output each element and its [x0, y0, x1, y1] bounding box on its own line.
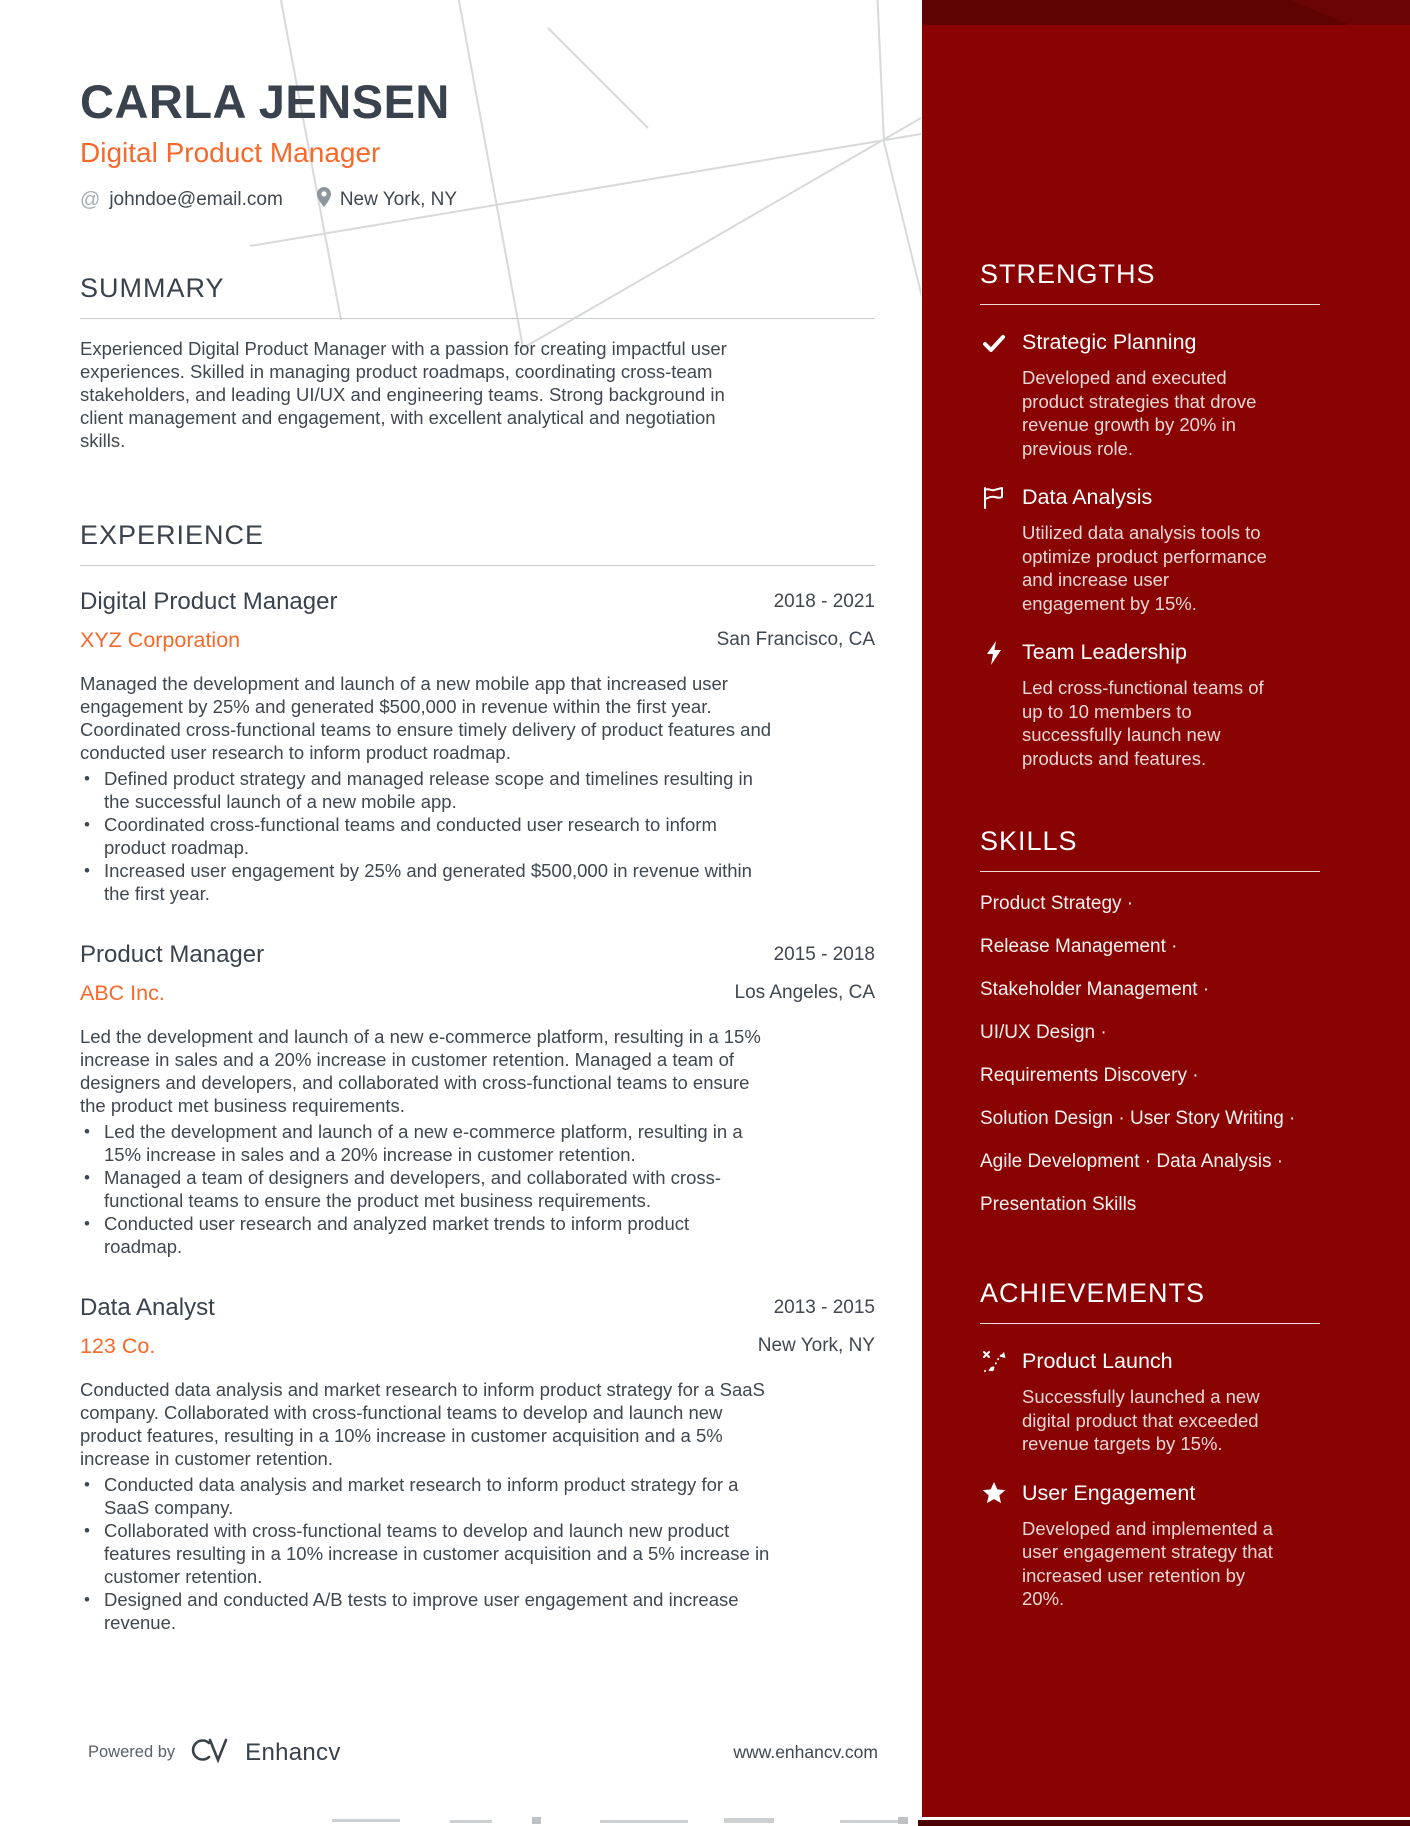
enhancv-wordmark: Enhancv: [245, 1738, 341, 1766]
strength-description: Developed and executed product strategies that drove revenue growth by 20% in previous role.: [1022, 367, 1257, 459]
job-location: Los Angeles, CA: [734, 982, 875, 1003]
achievement-title: User Engagement: [1022, 1480, 1196, 1505]
job-title: Data Analyst: [80, 1294, 215, 1321]
experience-section: [80, 520, 875, 1634]
location-pin-icon: [317, 187, 331, 213]
achievements-section: [980, 1278, 1320, 1611]
strength-item: [980, 329, 1320, 460]
job-bullet: • Coordinated cross-functional teams and conducted user research to inform product roadmap.: [80, 813, 772, 859]
job-dates: 2013 - 2015: [773, 1297, 875, 1318]
next-page-sidebar-strip: [918, 1820, 1410, 1826]
main-column: [80, 0, 875, 1670]
achievement-description: Developed and implemented a user engagement strategy that increased user retention by 20%.: [1022, 1517, 1273, 1609]
star-icon: [980, 1480, 1007, 1507]
job-bullet: • Conducted data analysis and market research to inform product strategy for a SaaS company.: [80, 1473, 772, 1519]
bolt-icon: [980, 639, 1007, 666]
skill-line: UI/UX Design ·: [980, 1022, 1107, 1043]
job-bullet-list: [80, 1120, 772, 1258]
contact-location: [317, 187, 457, 213]
strength-description: Utilized data analysis tools to optimize product performance and increase user engagement by 15%.: [1022, 522, 1267, 614]
job-company: XYZ Corporation: [80, 628, 241, 652]
skill-line: Stakeholder Management ·: [980, 979, 1210, 1000]
powered-by-label: Powered by: [88, 1743, 176, 1761]
job-dates: 2015 - 2018: [773, 944, 875, 965]
skill-line: Release Management ·: [980, 936, 1178, 957]
strengths-section: [980, 259, 1320, 770]
contact-email: [80, 189, 283, 212]
job-bullet: • Collaborated with cross-functional teams to develop and launch new product features resulting in a 10% increase in customer acquisition and a 5% increase in customer retention.: [80, 1519, 772, 1588]
job-bullet: • Led the development and launch of a new e-commerce platform, resulting in a 15% increase in sales and a 20% increase in customer retention.: [80, 1120, 772, 1166]
strength-item: [980, 639, 1320, 770]
summary-text: Experienced Digital Product Manager with a passion for creating impactful user experiences. Skilled in managing product roadmaps, coordinating cross-team stakeholders, and leading UI/UX and engineering teams. Strong background in client management and engagement, with excellent analytical and negotiation skills.: [80, 338, 727, 451]
contact-row: [80, 187, 875, 213]
achievement-title: Product Launch: [1022, 1349, 1173, 1373]
job-bullet: • Increased user engagement by 25% and generated $500,000 in revenue within the first year.: [80, 859, 772, 905]
strategy-icon: [980, 1348, 1007, 1375]
skills-heading: SKILLS: [980, 826, 1320, 872]
experience-entry: [80, 588, 875, 905]
email-at-icon: @: [80, 188, 101, 211]
job-company: ABC Inc.: [80, 981, 165, 1005]
job-bullet-list: [80, 1473, 772, 1634]
strength-title: Data Analysis: [1022, 485, 1153, 509]
check-icon: [980, 329, 1007, 356]
job-location: New York, NY: [757, 1335, 875, 1356]
summary-heading: SUMMARY: [80, 273, 875, 319]
summary-section: [80, 273, 875, 452]
job-bullet: • Designed and conducted A/B tests to improve user engagement and increase revenue.: [80, 1588, 772, 1634]
flag-icon: [980, 484, 1007, 511]
job-location: San Francisco, CA: [716, 629, 875, 650]
skill-line: Solution Design · User Story Writing ·: [980, 1108, 1296, 1129]
next-page-cutoff-marks: [300, 1817, 920, 1826]
job-bullet: • Defined product strategy and managed release scope and timelines resulting in the successful launch of a new mobile app.: [80, 767, 772, 813]
strength-title: Strategic Planning: [1022, 330, 1197, 354]
email-text[interactable]: johndoe@email.com: [109, 189, 283, 210]
strength-title: Team Leadership: [1022, 640, 1187, 664]
achievement-item: [980, 1480, 1320, 1611]
experience-entry: [80, 1294, 875, 1634]
skills-list: [980, 893, 1320, 1216]
job-company: 123 Co.: [80, 1334, 156, 1358]
skill-line: Presentation Skills: [980, 1194, 1137, 1215]
skill-line: Product Strategy ·: [980, 893, 1134, 914]
job-title: Digital Product Manager: [80, 588, 338, 615]
person-job-title: Digital Product Manager: [80, 137, 381, 168]
job-title: Product Manager: [80, 941, 265, 968]
skill-line: Requirements Discovery ·: [980, 1065, 1199, 1086]
sidebar: [922, 0, 1410, 1817]
job-dates: 2018 - 2021: [773, 591, 875, 612]
skill-line: Agile Development · Data Analysis ·: [980, 1151, 1284, 1172]
job-description: Managed the development and launch of a new mobile app that increased user engagement by 25% and generated $500,000 in revenue within the first year. Coordinated cross-functional teams to ensure timely delivery of product features and conducted user research to inform product roadmap.: [80, 673, 772, 763]
strength-item: [980, 484, 1320, 615]
experience-heading: EXPERIENCE: [80, 520, 875, 566]
job-bullet-list: [80, 767, 772, 905]
strength-description: Led cross-functional teams of up to 10 members to successfully launch new products and features.: [1022, 677, 1264, 769]
achievement-item: [980, 1348, 1320, 1456]
strengths-heading: STRENGTHS: [980, 259, 1320, 305]
job-description: Conducted data analysis and market research to inform product strategy for a SaaS company. Collaborated with cross-functional teams to develop and launch new product features, resulting in a 10% increase in customer acquisition and a 5% increase in customer retention.: [80, 1379, 765, 1469]
person-name: CARLA JENSEN: [80, 75, 450, 128]
job-description: Led the development and launch of a new e-commerce platform, resulting in a 15% increase in sales and a 20% increase in customer retention. Managed a team of designers and developers, and collaborated with cross-functional teams to ensure the product met business requirements.: [80, 1026, 761, 1116]
achievement-description: Successfully launched a new digital product that exceeded revenue targets by 15%.: [1022, 1386, 1260, 1454]
job-bullet: • Managed a team of designers and developers, and collaborated with cross-functional teams to ensure the product met business requirements.: [80, 1166, 772, 1212]
achievements-heading: ACHIEVEMENTS: [980, 1278, 1320, 1324]
experience-entry: [80, 941, 875, 1258]
location-text: New York, NY: [339, 189, 458, 210]
footer-url[interactable]: www.enhancv.com: [733, 1742, 878, 1762]
job-bullet: • Conducted user research and analyzed market trends to inform product roadmap.: [80, 1212, 772, 1258]
skills-section: [980, 826, 1320, 1216]
